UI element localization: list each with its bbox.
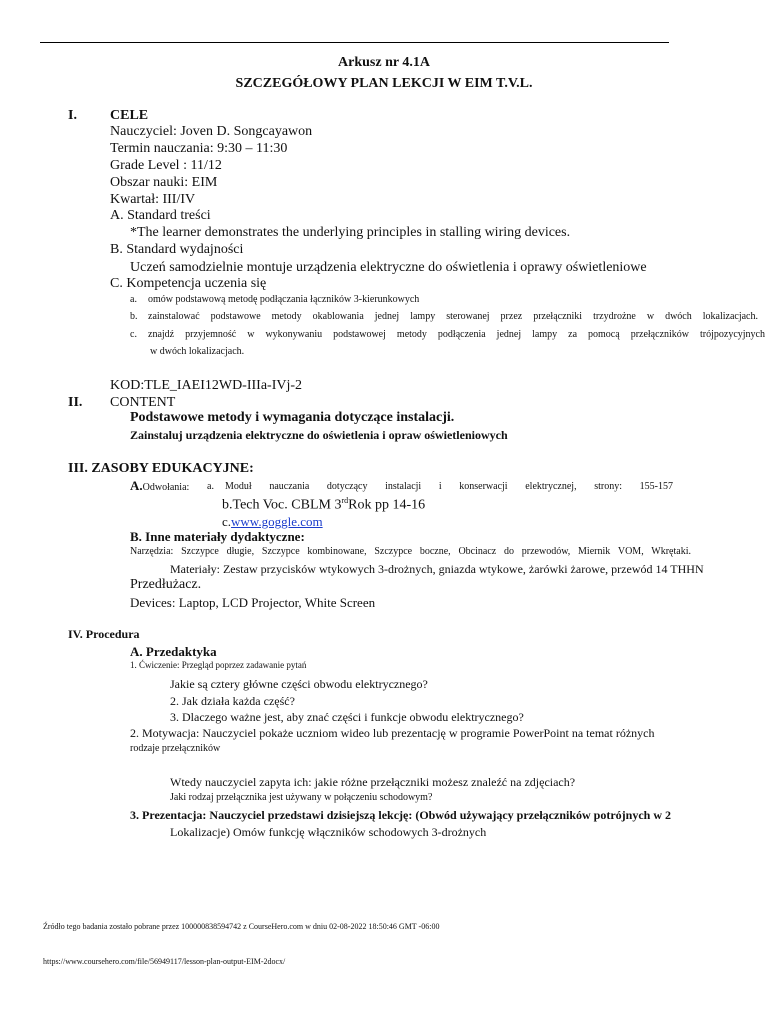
footer-url[interactable]: https://www.coursehero.com/file/56949117/lesson-plan-output-EIM-2docx/ — [43, 957, 286, 966]
reference-c-prefix: c. — [222, 514, 232, 529]
extension-line: Przedłużacz. — [130, 577, 202, 592]
section-1-title: CELE — [110, 108, 149, 123]
motivation-continued: rodzaje przełączników — [130, 743, 221, 754]
footer-source: Źródło tego badania zostało pobrane przez 100000838594742 z CourseHero.com w dniu 02-08-2022 18:50:46 GMT -06:00 — [43, 922, 440, 931]
quarter-line: Kwartał: III/IV — [110, 192, 196, 207]
section-1-number: I. — [68, 108, 77, 123]
area-line: Obszar nauki: EIM — [110, 175, 218, 190]
page-subtitle: SZCZEGÓŁOWY PLAN LEKCJI W EIM T.V.L. — [235, 76, 533, 91]
section-2-title: CONTENT — [110, 395, 176, 410]
competency-c-continued: w dwóch lokalizacjach. — [150, 346, 245, 357]
competency-label: C. Kompetencja uczenia się — [110, 276, 267, 291]
reference-b-prefix: b.Tech Voc. CBLM 3 — [222, 497, 342, 513]
teacher-line: Nauczyciel: Joven D. Songcayawon — [110, 124, 313, 139]
question-2: 2. Jak działa każda część? — [170, 694, 295, 708]
content-line-1: Podstawowe metody i wymagania dotyczące instalacji. — [130, 410, 455, 425]
reference-c — [222, 514, 323, 530]
ask-line-1: Wtedy nauczyciel zapyta ich: jakie różne przełączniki możesz znaleźć na zdjęciach? — [170, 775, 576, 789]
materials-line: Materiały: Zestaw przycisków wtykowych 3-drożnych, gniazda wtykowe, żarówki żarowe, przewód 14 THHN — [170, 562, 704, 576]
reference-c-link[interactable]: www.goggle.com — [231, 514, 323, 529]
motivation-line: 2. Motywacja: Nauczyciel pokaże uczniom wideo lub prezentację w programie PowerPoint na temat różnych — [130, 726, 655, 740]
competency-c-text: znajdź przyjemność w wykonywaniu podstawowej metody podłączenia jednej lampy za pomocą przełączników trójpozycyjnych — [148, 329, 765, 340]
grade-line: Grade Level : 11/12 — [110, 158, 222, 173]
competency-b-text: zainstalować podstawowe metody okablowania jednej lampy sterowanej przez przełączniki trzydrożne w dwóch lokalizacjach. — [148, 311, 758, 322]
section-3-title: III. ZASOBY EDUKACYJNE: — [68, 461, 254, 476]
section-2-number: II. — [68, 395, 83, 410]
performance-standard-text: Uczeń samodzielnie montuje urządzenia elektryczne do oświetlenia i oprawy oświetleniowe — [130, 260, 647, 275]
competency-b-mark: b. — [130, 311, 138, 322]
reference-b-ordinal: rd — [341, 496, 349, 505]
presentation-line: 3. Prezentacja: Nauczyciel przedstawi dzisiejszą lekcję: (Obwód używający przełączników potrójnych w 2 — [130, 808, 671, 822]
term-line: Termin nauczania: 9:30 – 11:30 — [110, 141, 288, 156]
tools-line: Narzędzia: Szczypce długie, Szczypce kombinowane, Szczypce boczne, Obcinacz do przewodów, Miernik VOM, Wkrętaki. — [130, 546, 691, 557]
performance-standard-label: B. Standard wydajności — [110, 242, 244, 257]
pre-activity-title: A. Przedaktyka — [130, 644, 217, 659]
page-title: Arkusz nr 4.1A — [338, 55, 430, 70]
top-rule — [40, 42, 669, 43]
section-4-title: IV. Procedura — [68, 627, 140, 641]
reference-b-text — [222, 496, 425, 514]
other-materials-title: B. Inne materiały dydaktyczne: — [130, 529, 305, 544]
ask-line-2: Jaki rodzaj przełącznika jest używany w połączeniu schodowym? — [170, 792, 433, 803]
question-1: Jakie są cztery główne części obwodu elektrycznego? — [170, 677, 428, 691]
content-line-2: Zainstaluj urządzenia elektryczne do oświetlenia i opraw oświetleniowych — [130, 428, 508, 442]
reference-b-suffix: Rok pp 14-16 — [348, 497, 426, 513]
references-label: Odwołania: — [142, 482, 190, 493]
competency-a-mark: a. — [130, 294, 137, 305]
references-mark-letter: A. — [130, 478, 143, 493]
exercise-line: 1. Ćwiczenie: Przegląd poprzez zadawanie pytań — [130, 660, 307, 670]
content-standard-label: A. Standard treści — [110, 208, 211, 223]
competency-c-mark: c. — [130, 329, 137, 340]
presentation-continued: Lokalizacje) Omów funkcję włączników schodowych 3-drożnych — [170, 825, 487, 839]
competency-a-text: omów podstawową metodę podłączania łączników 3-kierunkowych — [148, 294, 420, 305]
reference-a-text: Moduł nauczania dotyczący instalacji i konserwacji elektrycznej, strony: 155-157 — [225, 481, 673, 492]
question-3: 3. Dlaczego ważne jest, aby znać części i funkcje obwodu elektrycznego? — [170, 710, 524, 724]
references-mark — [130, 478, 189, 494]
reference-a-mark: a. — [207, 481, 214, 492]
devices-line: Devices: Laptop, LCD Projector, White Screen — [130, 595, 376, 610]
code-line: KOD:TLE_IAEI12WD-IIIa-IVj-2 — [110, 378, 303, 393]
content-standard-text: *The learner demonstrates the underlying principles in stalling wiring devices. — [130, 225, 571, 240]
